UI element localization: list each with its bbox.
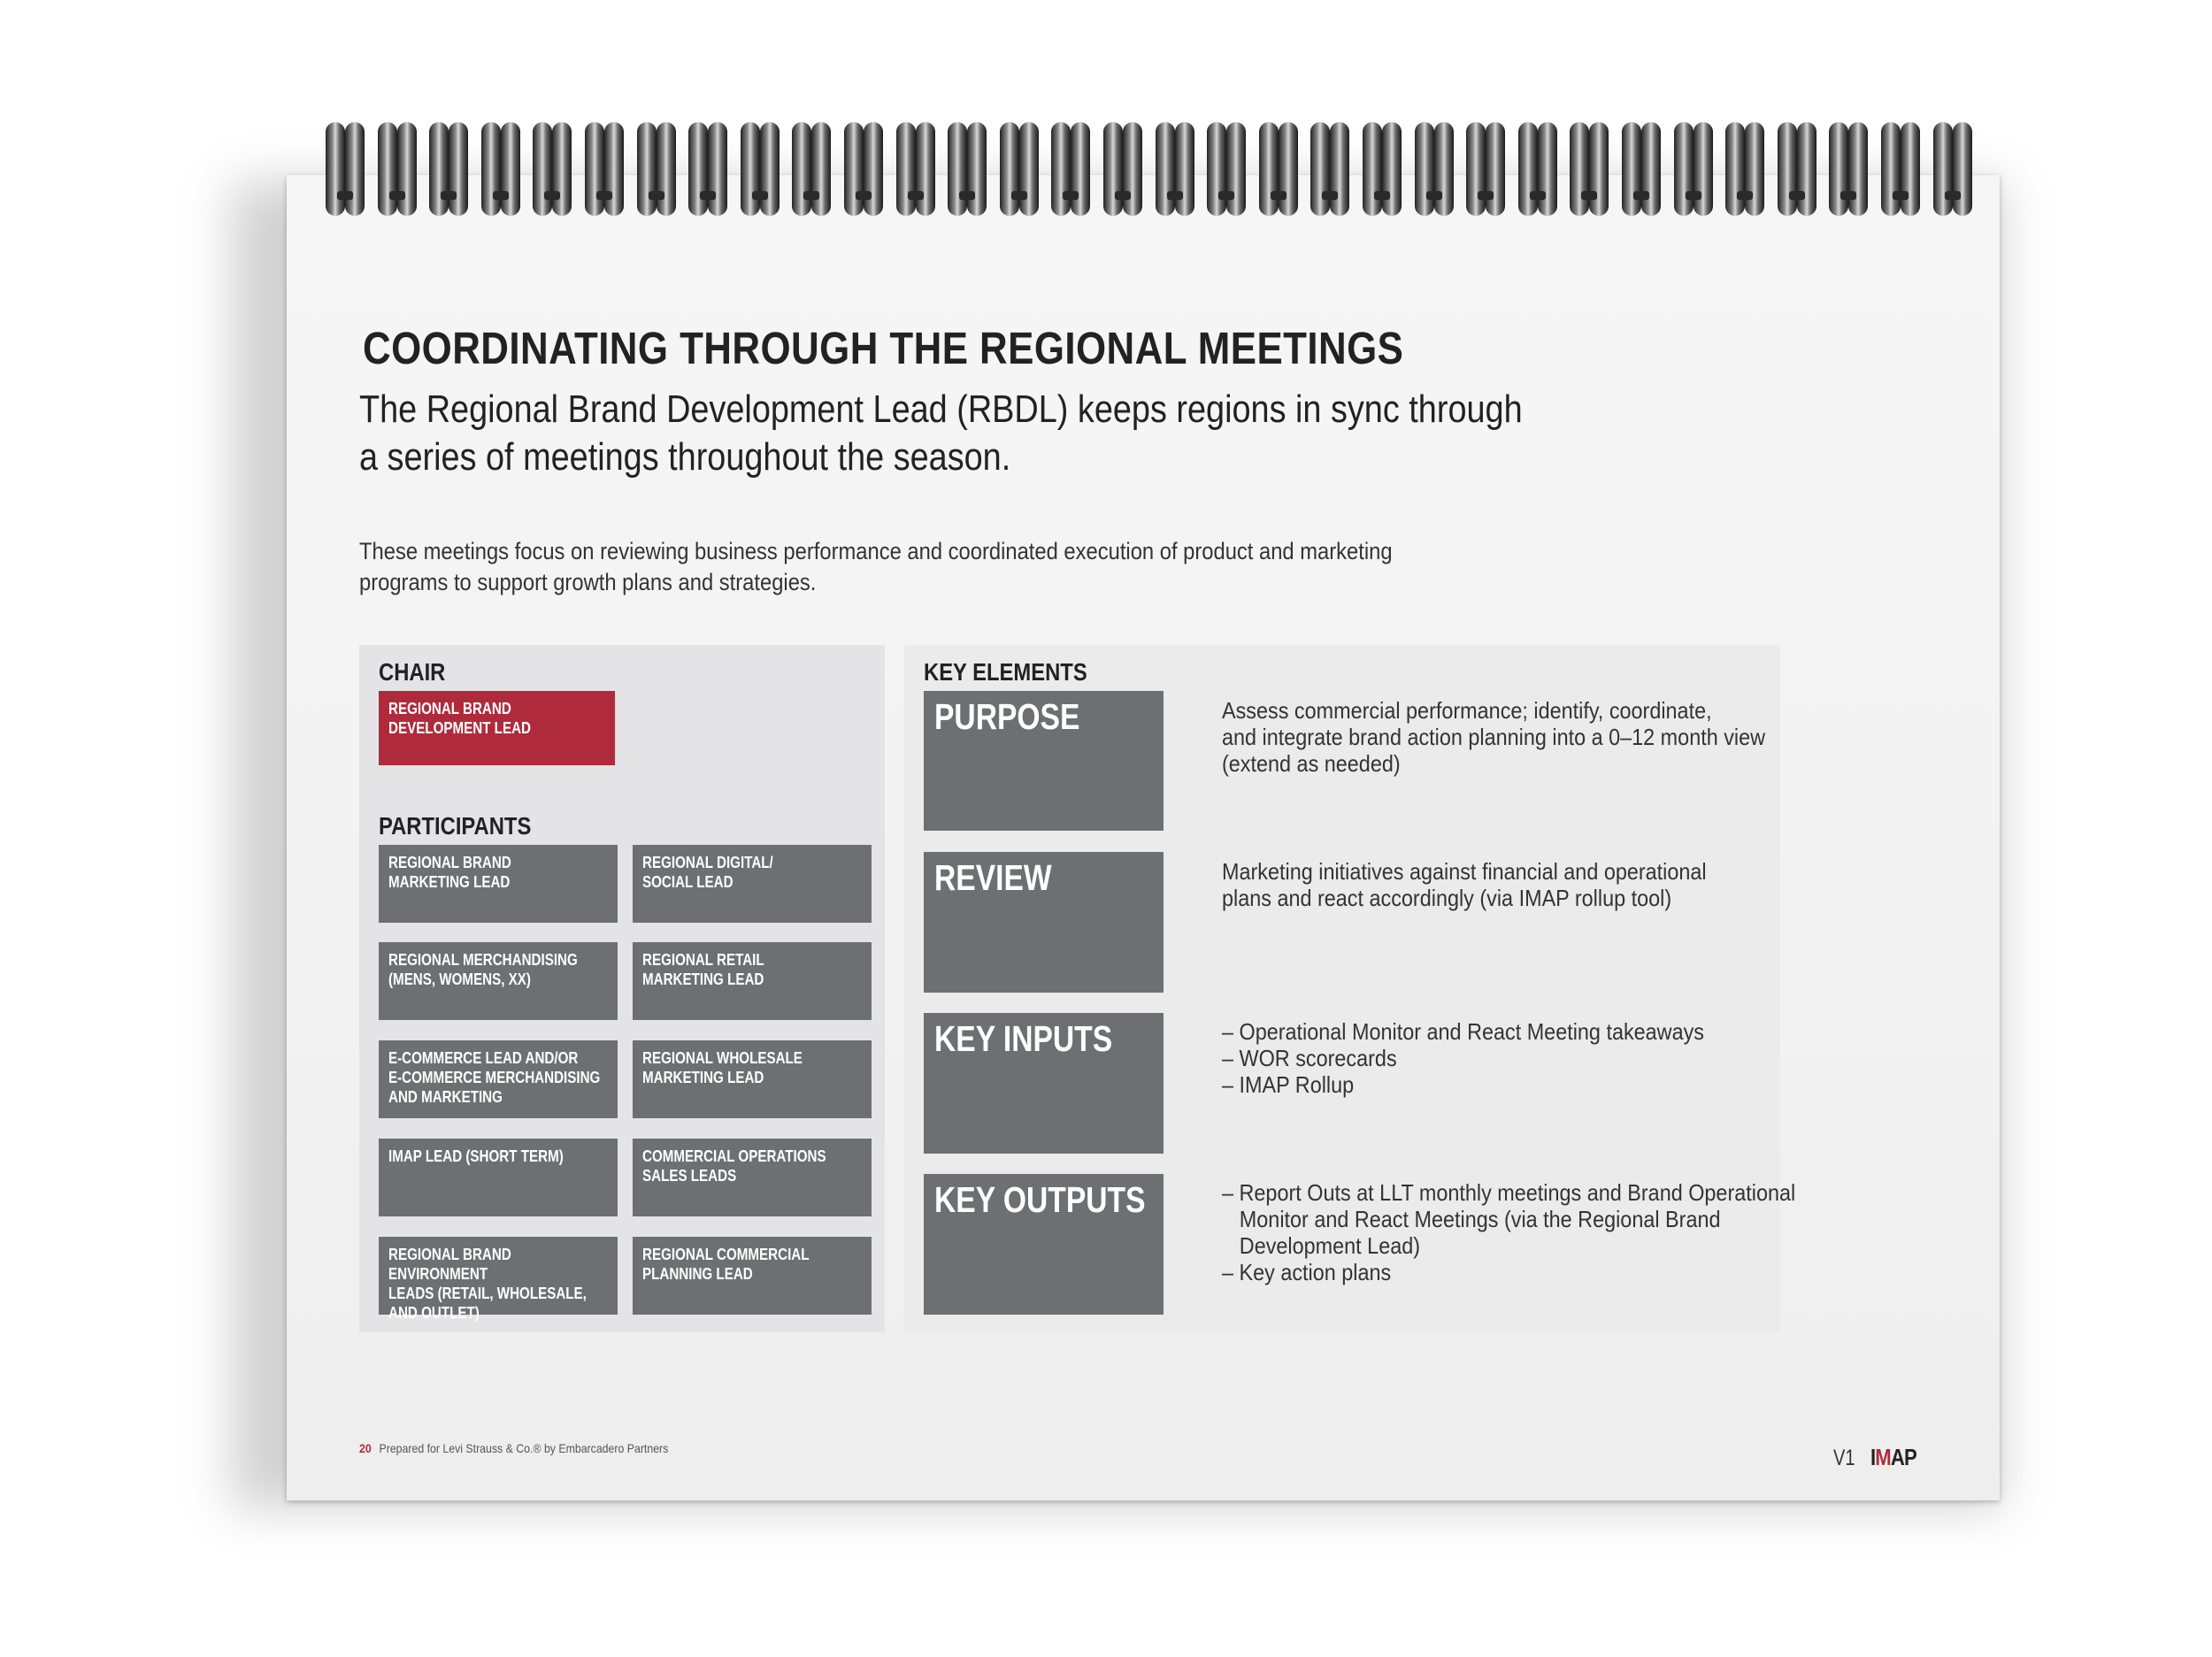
binding-ring <box>1518 122 1538 216</box>
binding-ring <box>1745 122 1764 216</box>
participant-tile <box>379 1040 618 1118</box>
binding-ring <box>760 122 780 216</box>
binding-hole <box>700 191 716 200</box>
binding-hole <box>1011 191 1027 200</box>
purpose-box <box>924 691 1164 831</box>
participant-tile <box>379 942 618 1020</box>
binding-hole <box>1530 191 1546 200</box>
binding-hole <box>1374 191 1390 200</box>
binding-hole <box>596 191 612 200</box>
key-inputs-description <box>1222 1018 1811 1098</box>
intro-line: These meetings focus on reviewing business performance and coordinated execution of product and marketing <box>359 538 1393 564</box>
binding-ring <box>552 122 572 216</box>
footer-credit <box>359 1441 668 1455</box>
binding-ring <box>1953 122 1972 216</box>
chair-heading: CHAIR <box>379 658 446 686</box>
participants-heading: PARTICIPANTS <box>379 812 532 840</box>
binding-hole <box>1789 191 1805 200</box>
participant-tile <box>633 942 872 1020</box>
binding-ring <box>1363 122 1382 216</box>
binding-ring <box>1103 122 1123 216</box>
binding-ring <box>604 122 624 216</box>
participant-label: REGIONAL MERCHANDISING (MENS, WOMENS, XX) <box>388 950 578 988</box>
binding-hole <box>1115 191 1131 200</box>
chair-label: REGIONAL BRAND DEVELOPMENT LEAD <box>388 699 531 737</box>
intro-line: programs to support growth plans and strategies. <box>359 569 817 595</box>
binding-hole <box>493 191 509 200</box>
participant-label: REGIONAL COMMERCIAL PLANNING LEAD <box>642 1245 810 1283</box>
binding-ring <box>1829 122 1848 216</box>
binding-hole <box>389 191 405 200</box>
binding-ring <box>1901 122 1920 216</box>
description-line: Assess commercial performance; identify, coordinate, <box>1222 697 1712 724</box>
binding-hole <box>337 191 353 200</box>
binding-ring <box>1486 122 1505 216</box>
binding-hole <box>803 191 819 200</box>
binding-hole <box>959 191 975 200</box>
binding-ring <box>533 122 552 216</box>
binding-ring <box>1881 122 1901 216</box>
key-outputs-title: KEY OUTPUTS <box>934 1179 1146 1220</box>
binding-hole <box>1945 191 1961 200</box>
binding-hole <box>1633 191 1649 200</box>
binding-ring <box>326 122 345 216</box>
binding-ring <box>688 122 708 216</box>
binding-ring <box>1434 122 1454 216</box>
binding-ring <box>1641 122 1661 216</box>
binding-hole <box>649 191 664 200</box>
purpose-title: PURPOSE <box>934 696 1080 737</box>
binding-ring <box>1415 122 1434 216</box>
binding-ring <box>1933 122 1953 216</box>
review-description <box>1222 858 1811 911</box>
binding-ring <box>345 122 365 216</box>
description-line: Marketing initiatives against financial and operational <box>1222 858 1707 885</box>
description-line: Monitor and React Meetings (via the Regional Brand <box>1239 1206 1721 1232</box>
key-outputs-box <box>924 1174 1164 1315</box>
participant-tile <box>379 1237 618 1322</box>
binding-ring <box>1279 122 1298 216</box>
binding-ring <box>792 122 811 216</box>
binding-ring <box>1538 122 1557 216</box>
purpose-description <box>1222 697 1811 777</box>
binding-ring <box>378 122 397 216</box>
binding-ring <box>844 122 864 216</box>
binding-ring <box>967 122 987 216</box>
binding-ring <box>1725 122 1745 216</box>
page-number: 20 <box>359 1441 372 1455</box>
binding-hole <box>1322 191 1338 200</box>
binding-ring <box>1466 122 1486 216</box>
binding-ring <box>1589 122 1609 216</box>
key-elements-heading: KEY ELEMENTS <box>924 658 1087 686</box>
binding-ring <box>864 122 883 216</box>
participant-label: COMMERCIAL OPERATIONS SALES LEADS <box>642 1147 826 1185</box>
binding-ring <box>657 122 676 216</box>
description-line: (extend as needed) <box>1222 750 1401 777</box>
binding-ring <box>397 122 417 216</box>
binding-ring <box>1382 122 1402 216</box>
logo-prefix: I <box>1870 1444 1876 1470</box>
participant-label: REGIONAL BRAND MARKETING LEAD <box>388 853 511 891</box>
description-line: and integrate brand action planning into a 0–12 month view <box>1222 724 1766 750</box>
binding-ring <box>1175 122 1194 216</box>
binding-ring <box>1622 122 1641 216</box>
binding-ring <box>1123 122 1142 216</box>
binding-ring <box>1694 122 1713 216</box>
review-box <box>924 852 1164 993</box>
binding-hole <box>1686 191 1701 200</box>
binding-hole <box>1893 191 1909 200</box>
binding-ring <box>811 122 831 216</box>
participant-tile <box>379 845 618 923</box>
binding-ring <box>1207 122 1226 216</box>
binding-ring <box>916 122 935 216</box>
key-inputs-box <box>924 1013 1164 1154</box>
binding-ring <box>1000 122 1019 216</box>
binding-hole <box>1167 191 1183 200</box>
subtitle-line: The Regional Brand Development Lead (RBDL) keeps regions in sync through <box>359 387 1523 431</box>
binding-hole <box>752 191 768 200</box>
logo-accent: M <box>1875 1444 1891 1470</box>
binding-hole <box>1581 191 1597 200</box>
participant-label: E-COMMERCE LEAD AND/OR E-COMMERCE MERCHANDISING AND MARKETING <box>388 1048 601 1106</box>
binding-hole <box>1426 191 1442 200</box>
binding-ring <box>1797 122 1816 216</box>
binding-ring <box>1570 122 1589 216</box>
intro-paragraph <box>359 536 1745 598</box>
description-line: – Report Outs at LLT monthly meetings and Brand Operational <box>1222 1179 1796 1206</box>
binding-hole <box>908 191 924 200</box>
binding-hole <box>1840 191 1856 200</box>
chair-tile <box>379 691 615 765</box>
binding-ring <box>1019 122 1039 216</box>
binding-ring <box>1051 122 1071 216</box>
binding-hole <box>1478 191 1494 200</box>
description-line: plans and react accordingly (via IMAP rollup tool) <box>1222 885 1672 911</box>
participant-label: REGIONAL DIGITAL/ SOCIAL LEAD <box>642 853 773 891</box>
description-line: – Operational Monitor and React Meeting takeaways <box>1222 1018 1705 1045</box>
binding-ring <box>1848 122 1868 216</box>
binding-ring <box>1778 122 1797 216</box>
participant-tile <box>633 1040 872 1118</box>
participant-label: REGIONAL WHOLESALE MARKETING LEAD <box>642 1048 803 1086</box>
description-line: Development Lead) <box>1239 1232 1421 1259</box>
spiral-binding <box>326 122 1971 221</box>
binding-hole <box>856 191 872 200</box>
imap-logo <box>1870 1444 1916 1471</box>
binding-ring <box>1156 122 1175 216</box>
binding-ring <box>481 122 501 216</box>
binding-ring <box>708 122 727 216</box>
version-label: V1 <box>1833 1446 1855 1470</box>
binding-ring <box>1259 122 1279 216</box>
binding-ring <box>585 122 604 216</box>
description-line: – WOR scorecards <box>1222 1045 1397 1071</box>
binding-hole <box>1271 191 1286 200</box>
binding-ring <box>1330 122 1349 216</box>
binding-hole <box>1737 191 1753 200</box>
binding-ring <box>501 122 520 216</box>
subtitle <box>359 386 1547 481</box>
binding-ring <box>449 122 468 216</box>
binding-hole <box>1063 191 1079 200</box>
participant-label: REGIONAL BRAND ENVIRONMENT LEADS (RETAIL, WHOLESALE, AND OUTLET) <box>388 1245 587 1322</box>
participant-label: IMAP LEAD (SHORT TERM) <box>388 1147 564 1165</box>
participant-tile <box>633 845 872 923</box>
binding-ring <box>1310 122 1330 216</box>
review-title: REVIEW <box>934 857 1052 898</box>
participant-label: REGIONAL RETAIL MARKETING LEAD <box>642 950 764 988</box>
binding-hole <box>441 191 457 200</box>
participant-tile <box>633 1139 872 1216</box>
description-line: – Key action plans <box>1222 1259 1392 1285</box>
binding-ring <box>896 122 916 216</box>
subtitle-line: a series of meetings throughout the season. <box>359 435 1011 479</box>
binding-ring <box>948 122 967 216</box>
binding-ring <box>741 122 760 216</box>
key-outputs-description <box>1222 1179 1811 1285</box>
key-inputs-title: KEY INPUTS <box>934 1018 1113 1059</box>
binding-ring <box>1674 122 1694 216</box>
binding-ring <box>1071 122 1090 216</box>
binding-ring <box>1226 122 1246 216</box>
page-title: COORDINATING THROUGH THE REGIONAL MEETINGS <box>363 323 1404 373</box>
prepared-for-text: Prepared for Levi Strauss & Co.® by Embarcadero Partners <box>379 1441 669 1455</box>
binding-ring <box>637 122 657 216</box>
description-line: – IMAP Rollup <box>1222 1071 1355 1098</box>
participant-tile <box>379 1139 618 1216</box>
binding-hole <box>1218 191 1234 200</box>
binding-ring <box>429 122 449 216</box>
logo-suffix: AP <box>1890 1444 1916 1470</box>
participant-tile <box>633 1237 872 1315</box>
binding-hole <box>544 191 560 200</box>
